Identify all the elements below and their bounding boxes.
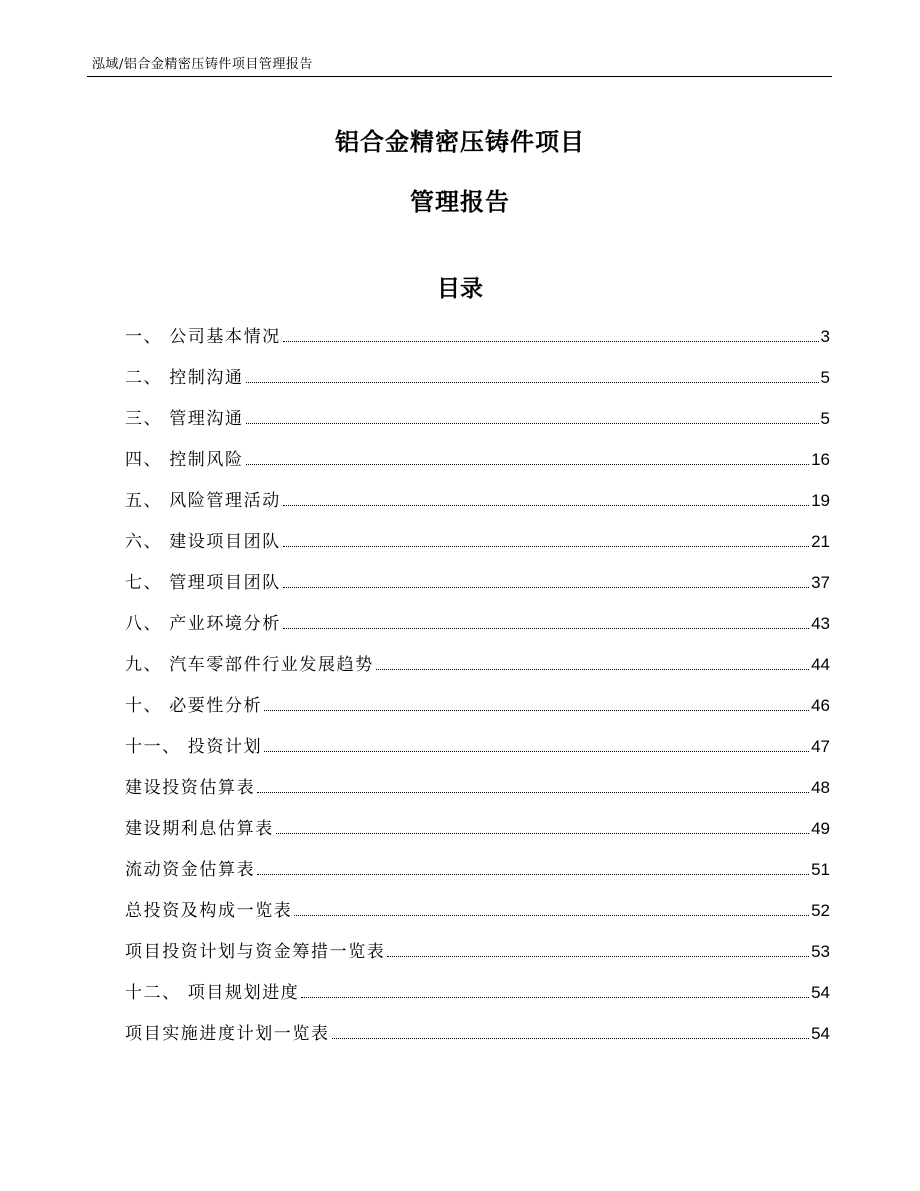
running-header: 泓域/铝合金精密压铸件项目管理报告	[92, 57, 313, 72]
toc-dot-leader	[301, 996, 809, 998]
toc-dot-leader	[283, 627, 809, 629]
toc-entry-page-number: 43	[811, 614, 830, 633]
header-divider	[87, 76, 832, 77]
toc-entry-page-number: 51	[811, 860, 830, 879]
document-subtitle: 管理报告	[410, 188, 510, 216]
toc-entry-label: 二、 控制沟通	[125, 368, 244, 388]
toc-dot-leader	[283, 504, 809, 506]
toc-entry[interactable]	[125, 527, 830, 568]
toc-entry[interactable]	[125, 486, 830, 527]
toc-dot-leader	[264, 709, 809, 711]
toc-entry-label: 项目实施进度计划一览表	[125, 1024, 330, 1044]
toc-entry[interactable]	[125, 978, 830, 1019]
toc-dot-leader	[283, 586, 809, 588]
toc-entry-page-number: 47	[811, 737, 830, 756]
toc-entry[interactable]	[125, 322, 830, 363]
toc-entry-label: 六、 建设项目团队	[125, 532, 281, 552]
toc-entry-label: 三、 管理沟通	[125, 409, 244, 429]
toc-entry-label: 十二、 项目规划进度	[125, 983, 300, 1003]
toc-entry-label: 十、 必要性分析	[125, 696, 263, 716]
table-of-contents	[125, 322, 830, 1060]
toc-entry-page-number: 3	[820, 327, 830, 346]
toc-entry-page-number: 52	[811, 901, 830, 920]
document-title: 铝合金精密压铸件项目	[335, 128, 585, 156]
toc-entry-page-number: 5	[820, 368, 830, 387]
toc-entry-page-number: 37	[811, 573, 830, 592]
toc-entry-page-number: 21	[811, 532, 830, 551]
toc-dot-leader	[246, 422, 819, 424]
toc-dot-leader	[264, 750, 809, 752]
toc-dot-leader	[276, 832, 809, 834]
toc-entry-page-number: 54	[811, 1024, 830, 1043]
toc-entry-page-number: 49	[811, 819, 830, 838]
toc-dot-leader	[387, 955, 809, 957]
toc-entry[interactable]	[125, 732, 830, 773]
toc-entry[interactable]	[125, 609, 830, 650]
toc-entry[interactable]	[125, 650, 830, 691]
toc-entry[interactable]	[125, 568, 830, 609]
toc-entry-page-number: 46	[811, 696, 830, 715]
toc-entry-label: 九、 汽车零部件行业发展趋势	[125, 655, 374, 675]
toc-entry[interactable]	[125, 773, 830, 814]
toc-entry-page-number: 44	[811, 655, 830, 674]
toc-dot-leader	[283, 340, 819, 342]
toc-heading: 目录	[437, 276, 483, 302]
toc-entry-label: 七、 管理项目团队	[125, 573, 281, 593]
toc-entry-page-number: 48	[811, 778, 830, 797]
toc-entry-label: 八、 产业环境分析	[125, 614, 281, 634]
toc-entry-label: 建设期利息估算表	[125, 819, 274, 839]
toc-dot-leader	[332, 1037, 809, 1039]
toc-entry-label: 项目投资计划与资金筹措一览表	[125, 942, 386, 962]
toc-dot-leader	[246, 463, 809, 465]
toc-entry-page-number: 19	[811, 491, 830, 510]
toc-entry-label: 建设投资估算表	[125, 778, 256, 798]
toc-entry[interactable]	[125, 691, 830, 732]
toc-entry-label: 流动资金估算表	[125, 860, 256, 880]
toc-entry[interactable]	[125, 814, 830, 855]
toc-entry-label: 四、 控制风险	[125, 450, 244, 470]
toc-entry-label: 总投资及构成一览表	[125, 901, 293, 921]
toc-entry[interactable]	[125, 445, 830, 486]
toc-entry-label: 一、 公司基本情况	[125, 327, 281, 347]
toc-entry[interactable]	[125, 896, 830, 937]
toc-entry-page-number: 5	[820, 409, 830, 428]
toc-entry[interactable]	[125, 404, 830, 445]
toc-entry[interactable]	[125, 855, 830, 896]
toc-dot-leader	[283, 545, 809, 547]
toc-entry-label: 十一、 投资计划	[125, 737, 263, 757]
toc-dot-leader	[294, 914, 809, 916]
toc-entry-label: 五、 风险管理活动	[125, 491, 281, 511]
toc-entry[interactable]	[125, 937, 830, 978]
toc-entry-page-number: 16	[811, 450, 830, 469]
toc-entry[interactable]	[125, 1019, 830, 1060]
toc-entry-page-number: 53	[811, 942, 830, 961]
toc-entry-page-number: 54	[811, 983, 830, 1002]
toc-dot-leader	[257, 791, 809, 793]
toc-dot-leader	[257, 873, 809, 875]
toc-dot-leader	[376, 668, 809, 670]
toc-entry[interactable]	[125, 363, 830, 404]
toc-dot-leader	[246, 381, 819, 383]
